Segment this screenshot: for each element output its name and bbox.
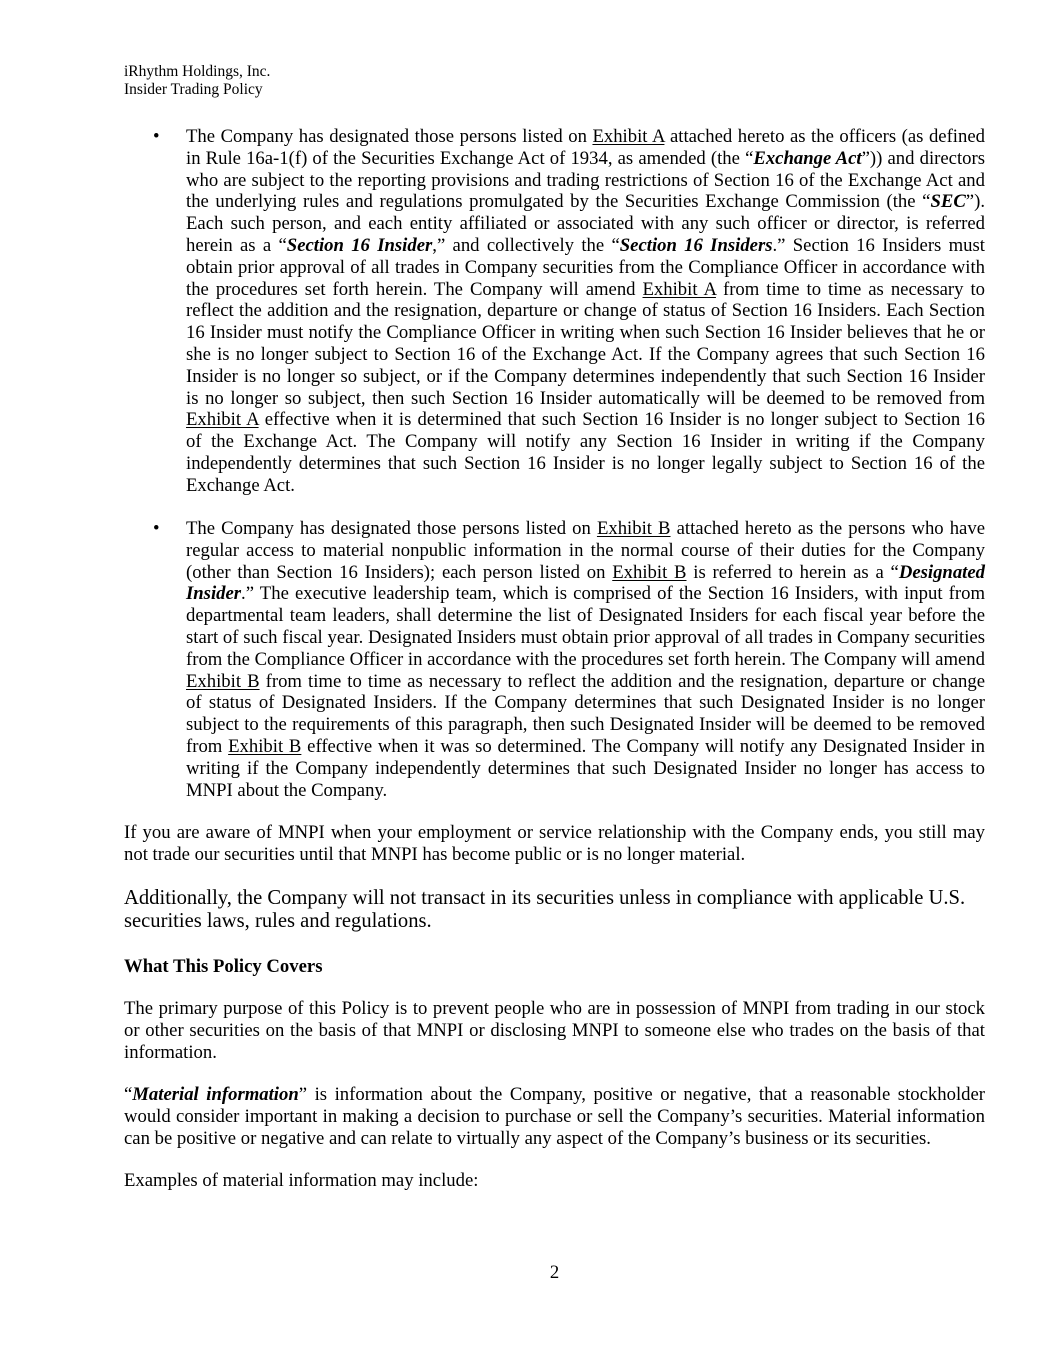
text-run: from time to time as necessary to reflect the addition and the resignation, departure or change (259, 670, 985, 692)
text-run: she is no longer subject to Section 16 of the Exchange Act. If the Company agrees that such Section 16 (186, 343, 985, 365)
text-run: The primary purpose of this Policy is to prevent people who are in possession of MNPI from trading in our stock (124, 998, 985, 1019)
text-run: is no longer so subject, then such Section 16 Insider automatically will be deemed to be removed from (186, 387, 985, 409)
text-line (186, 300, 985, 322)
text-line (186, 583, 985, 605)
emphasis-underline: Exhibit A (592, 126, 665, 147)
text-run: regular access to material nonpublic information in the normal course of their duties for the Company (186, 539, 985, 561)
text-line (186, 453, 985, 475)
text-run: reflect the addition and the resignation, departure or change of status of Section 16 Insiders. Each Section (186, 300, 985, 322)
text-run: attached hereto as the persons who have (670, 518, 985, 539)
header-company-name: iRhythm Holdings, Inc. (124, 63, 271, 80)
emphasis-underline: Exhibit A (642, 278, 716, 300)
text-run: departmental team leaders, shall determine the list of Designated Insiders for each fiscal year before the (186, 605, 985, 627)
text-run: obtain prior approval of all trades in Company securities from the Compliance Officer in accordance with (186, 256, 985, 278)
text-line (186, 344, 985, 366)
text-run: MNPI about the Company. (186, 779, 388, 801)
paragraph-policy-purpose (124, 998, 985, 1063)
text-run: The Company has designated those persons listed on (186, 126, 593, 147)
text-run: not trade our securities until that MNPI has become public or is no longer material. (124, 843, 746, 865)
header-document-title: Insider Trading Policy (124, 80, 263, 98)
text-line (186, 780, 985, 802)
text-run: is referred to herein as a “ (686, 561, 899, 583)
emphasis-underline: Exhibit B (228, 735, 302, 757)
text-line (186, 366, 985, 388)
page-number: 2 (549, 1262, 560, 1283)
bullet-item-section-16-insiders (186, 126, 985, 497)
text-run: start of such fiscal year. Designated Insiders must obtain prior approval of all trades in Company securities (186, 626, 985, 648)
emphasis-bold: What This Policy Covers (124, 956, 323, 977)
text-line (124, 1020, 985, 1042)
text-line (124, 844, 985, 866)
text-line (186, 475, 985, 497)
text-run: from (186, 735, 229, 757)
text-run: Insider is no longer so subject, or if the Company determines independently that such Section 16 Insider (186, 365, 985, 387)
text-run: securities laws, rules and regulations. (124, 910, 432, 933)
bullet-marker: • (153, 126, 160, 147)
text-run: information. (124, 1041, 217, 1063)
text-run: ”)) and directors (861, 147, 985, 169)
emphasis-bold-italic: SEC (930, 191, 966, 213)
text-line (124, 998, 985, 1020)
text-line (186, 649, 985, 671)
text-run: in Rule 16a-1(f) of the Securities Exchange Act of 1934, as amended (the “ (186, 147, 754, 169)
emphasis-underline: Exhibit B (612, 561, 687, 583)
paragraph-company-transactions (124, 887, 985, 934)
paragraph-mnpi-after-employment (124, 822, 985, 866)
text-line (124, 956, 985, 978)
text-line (186, 322, 985, 344)
text-line (186, 191, 985, 213)
text-run: from the Compliance Officer in accordance with the procedures set forth herein. The Company will amend (186, 648, 985, 670)
bullet-item-designated-insiders (186, 518, 985, 801)
text-run: the underlying rules and regulations promulgated by the Securities Exchange Commission (the “ (186, 191, 931, 213)
emphasis-bold-italic: Exchange Act (753, 147, 862, 169)
text-run: writing if the Company independently determines that such Designated Insider no longer has access to (186, 757, 985, 779)
text-run: would consider important in making a decision to purchase or sell the Company’s securities. Material information (124, 1105, 985, 1127)
text-run: subject to the requirements of this paragraph, then such Designated Insider will be deemed to be removed (186, 714, 985, 736)
bullet-marker: • (153, 518, 160, 539)
text-line (186, 257, 985, 279)
text-run: ,” and collectively the “ (432, 234, 620, 256)
text-line (124, 1106, 985, 1128)
text-run: (other than Section 16 Insiders); each person listed on (186, 561, 613, 583)
text-run: “ (124, 1084, 133, 1105)
text-run: Exchange Act. (186, 474, 295, 496)
text-line (186, 170, 985, 192)
text-run: herein as a “ (186, 234, 287, 256)
text-line (124, 1042, 985, 1064)
text-run: The Company has designated those persons listed on (186, 518, 597, 539)
text-run: attached hereto as the officers (as defined (664, 126, 985, 147)
text-line (186, 562, 985, 584)
text-run: effective when it is determined that such Section 16 Insider is no longer subject to Section 16 (258, 409, 985, 431)
text-line (186, 736, 985, 758)
text-run: can be positive or negative and can relate to virtually any aspect of the Company’s business or its securities. (124, 1127, 931, 1149)
text-line (186, 279, 985, 301)
text-run: from time to time as necessary to (715, 278, 985, 300)
text-line (186, 126, 985, 148)
text-run: Each such person, and each entity affiliated or associated with any such officer or director, is referred (186, 213, 985, 235)
text-run: independently determines that such Section 16 Insider is no longer legally subject to Section 16 of the (186, 452, 985, 474)
text-line (186, 671, 985, 693)
emphasis-bold-italic: Designated (898, 561, 985, 583)
text-run: .” The executive leadership team, which is comprised of the Section 16 Insiders, with input from (241, 583, 985, 605)
text-line (186, 605, 985, 627)
emphasis-underline: Exhibit B (186, 670, 260, 692)
text-line (186, 518, 985, 540)
emphasis-bold-italic: Insider (186, 583, 242, 605)
text-line (186, 431, 985, 453)
text-line (186, 714, 985, 736)
section-heading (124, 956, 985, 978)
paragraph-material-information-definition (124, 1084, 985, 1149)
emphasis-underline: Exhibit A (186, 409, 259, 431)
emphasis-bold-italic: Section 16 Insiders (619, 234, 773, 256)
text-line (186, 692, 985, 714)
text-run: 16 Insider must notify the Compliance Officer in writing when such Section 16 Insider believes that he or (186, 322, 985, 344)
text-run: the procedures set forth herein. The Company will amend (186, 278, 643, 300)
text-run: ”). (965, 191, 985, 213)
emphasis-underline: Exhibit B (596, 518, 671, 539)
text-run: ” is information about the Company, positive or negative, that a reasonable stockholder (298, 1084, 985, 1105)
text-line (124, 822, 985, 844)
text-line (124, 887, 985, 910)
text-line (186, 213, 985, 235)
text-line (124, 1170, 985, 1192)
text-line (186, 540, 985, 562)
emphasis-bold-italic: Section 16 Insider (286, 234, 433, 256)
text-line (186, 388, 985, 410)
text-line (186, 148, 985, 170)
text-line (124, 1128, 985, 1150)
text-run: of the Exchange Act. The Company will notify any Section 16 Insider in writing if the Company (186, 431, 985, 453)
text-run: effective when it was so determined. The Company will notify any Designated Insider in (301, 735, 986, 757)
text-line (186, 235, 985, 257)
text-line (186, 758, 985, 780)
emphasis-bold-italic: Material information (132, 1084, 299, 1105)
text-run: or other securities on the basis of that MNPI or disclosing MNPI to someone else who trades on the basis of that (124, 1019, 985, 1041)
text-line (186, 409, 985, 431)
text-run: Examples of material information may include: (124, 1170, 479, 1191)
text-line (124, 1084, 985, 1106)
paragraph-examples-intro (124, 1170, 985, 1192)
text-run: If you are aware of MNPI when your employment or service relationship with the Company ends, you still may (124, 822, 985, 843)
text-line (186, 627, 985, 649)
text-run: who are subject to the reporting provisions and trading restrictions of Section 16 of the Exchange Act and (186, 169, 985, 191)
text-line (124, 910, 985, 933)
text-run: of status of Designated Insiders. If the Company determines that such Designated Insider is no longer (186, 692, 985, 714)
running-header (124, 63, 270, 99)
text-run: Additionally, the Company will not transact in its securities unless in compliance with applicable U.S. (124, 887, 966, 909)
text-run: .” Section 16 Insiders must (772, 234, 985, 256)
